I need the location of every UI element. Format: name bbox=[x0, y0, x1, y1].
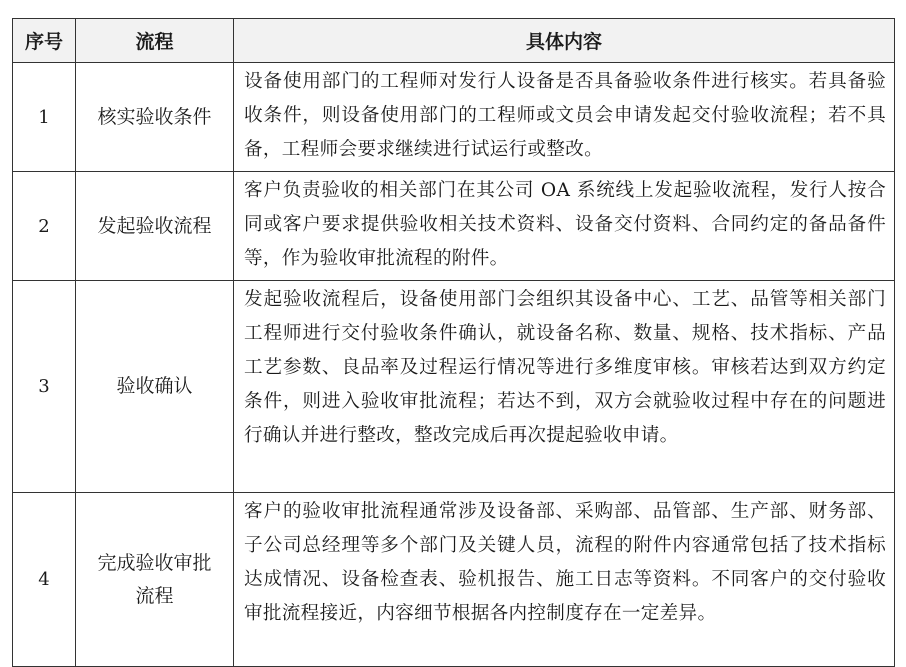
header-num: 序号 bbox=[13, 19, 76, 63]
row-number: 3 bbox=[13, 281, 76, 493]
header-step: 流程 bbox=[76, 19, 234, 63]
row-content: 客户负责验收的相关部门在其公司 OA 系统线上发起验收流程，发行人按合同或客户要求提供验收相关技术资料、设备交付资料、合同约定的备品备件等，作为验收审批流程的附件。 bbox=[234, 172, 895, 281]
row-step: 核实验收条件 bbox=[76, 63, 234, 172]
row-content: 设备使用部门的工程师对发行人设备是否具备验收条件进行核实。若具备验收条件，则设备使用部门的工程师或文员会申请发起交付验收流程；若不具备，工程师会要求继续进行试运行或整改。 bbox=[234, 63, 895, 172]
table-body bbox=[13, 63, 895, 667]
table-row bbox=[13, 493, 895, 667]
row-content: 客户的验收审批流程通常涉及设备部、采购部、品管部、生产部、财务部、子公司总经理等多个部门及关键人员，流程的附件内容通常包括了技术指标达成情况、设备检查表、验机报告、施工日志等资料。不同客户的交付验收审批流程接近，内容细节根据各内控制度存在一定差异。 bbox=[234, 493, 895, 667]
table-row bbox=[13, 172, 895, 281]
row-step: 发起验收流程 bbox=[76, 172, 234, 281]
row-number: 2 bbox=[13, 172, 76, 281]
header-content: 具体内容 bbox=[234, 19, 895, 63]
row-step: 完成验收审批流程 bbox=[76, 493, 234, 667]
acceptance-process-table bbox=[12, 18, 895, 667]
table-row bbox=[13, 281, 895, 493]
table-header bbox=[13, 19, 895, 63]
header-row bbox=[13, 19, 895, 63]
row-step: 验收确认 bbox=[76, 281, 234, 493]
row-number: 4 bbox=[13, 493, 76, 667]
row-content: 发起验收流程后，设备使用部门会组织其设备中心、工艺、品管等相关部门工程师进行交付验收条件确认，就设备名称、数量、规格、技术指标、产品工艺参数、良品率及过程运行情况等进行多维度审核。审核若达到双方约定条件，则进入验收审批流程；若达不到，双方会就验收过程中存在的问题进行确认并进行整改，整改完成后再次提起验收申请。 bbox=[234, 281, 895, 493]
table-row bbox=[13, 63, 895, 172]
row-number: 1 bbox=[13, 63, 76, 172]
